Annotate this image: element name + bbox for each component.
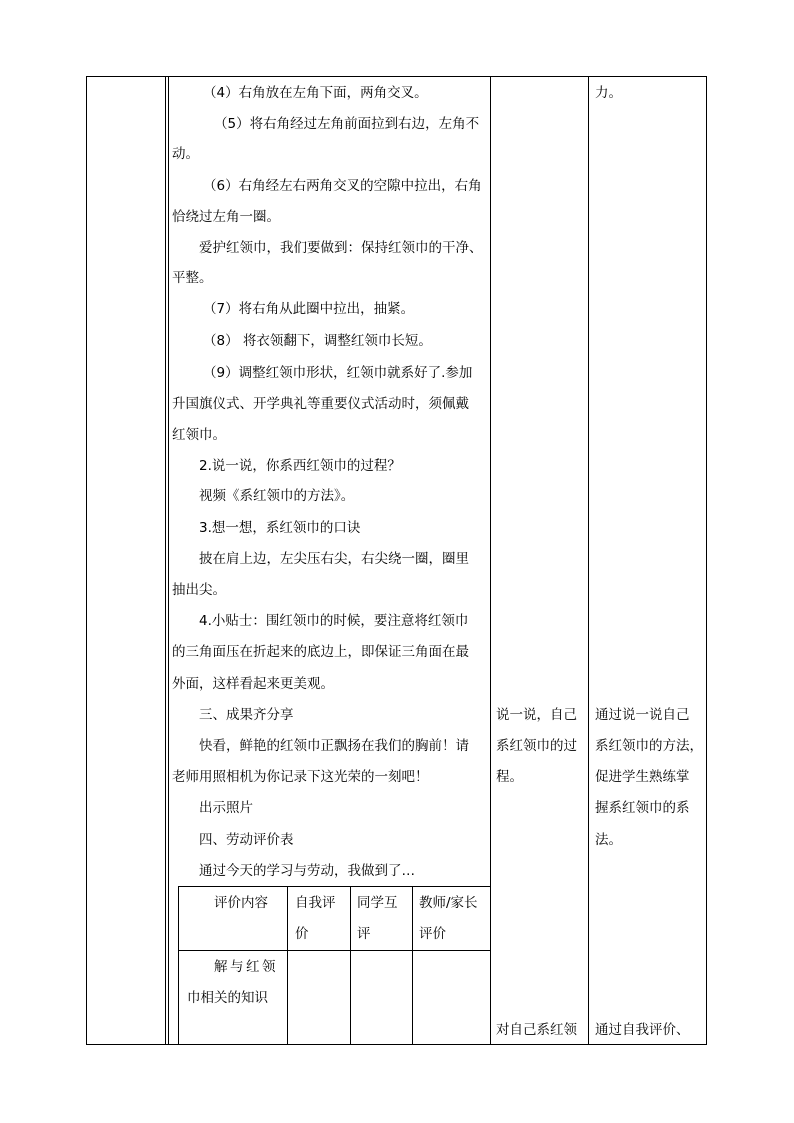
process-line: 4.小贴士：围红领巾的时候，要注意将红领巾 <box>199 613 469 629</box>
student-activity-line: 程。 <box>496 769 523 785</box>
process-line: （4）右角放在左角下面，两角交叉。 <box>203 85 428 101</box>
student-activity-line: 系红领巾的过 <box>496 738 577 754</box>
eval-row-content: 解与红领 <box>214 959 278 975</box>
eval-header-self: 自我评 <box>295 895 336 911</box>
column-divider <box>490 77 491 1044</box>
eval-header-teacher: 教师/家长 <box>419 895 478 911</box>
eval-header-peer: 同学互 <box>357 895 398 911</box>
process-line: （8） 将衣领翻下，调整红领巾长短。 <box>203 333 432 349</box>
eval-header-content: 评价内容 <box>214 895 268 911</box>
column-divider <box>168 77 169 1044</box>
process-line: 快看，鲜艳的红领巾正飘扬在我们的胸前！请 <box>199 738 469 754</box>
process-line: 老师用照相机为你记录下这光荣的一刻吧！ <box>172 769 429 785</box>
eval-header-self: 价 <box>295 926 309 942</box>
table-divider <box>412 887 413 1045</box>
process-line: 爱护红领巾，我们要做到：保持红领巾的干净、 <box>199 240 483 256</box>
table-divider <box>179 950 490 951</box>
column-divider <box>588 77 589 1044</box>
process-line: 3.想一想，系红领巾的口诀 <box>199 520 361 536</box>
process-line: 动。 <box>172 146 199 162</box>
column-divider <box>165 77 166 1044</box>
process-line: 抽出尖。 <box>172 582 226 598</box>
process-line: 恰绕过左角一圈。 <box>172 209 280 225</box>
process-line: 通过今天的学习与劳动，我做到了… <box>199 863 415 879</box>
process-line: （6）右角经左右两角交叉的空隙中拉出，右角 <box>203 178 482 194</box>
section-heading: 四、劳动评价表 <box>199 832 294 848</box>
design-intent-line: 通过说一说自己 <box>595 707 690 723</box>
process-line: 2.说一说，你系西红领巾的过程？ <box>199 458 401 474</box>
process-line: 升国旗仪式、开学典礼等重要仪式活动时，须佩戴 <box>172 396 469 412</box>
design-intent-line: 促进学生熟练掌 <box>595 769 690 785</box>
eval-row-content: 巾相关的知识 <box>187 990 268 1006</box>
process-line: （5）将右角经过左角前面拉到右边，左角不 <box>214 116 480 132</box>
process-line: 平整。 <box>172 270 213 286</box>
design-intent-line: 系红领巾的方法， <box>595 738 703 754</box>
design-intent-line: 握系红领巾的系 <box>595 800 690 816</box>
eval-header-teacher: 评价 <box>419 926 446 942</box>
process-line: （9）调整红领巾形状，红领巾就系好了.参加 <box>203 365 473 381</box>
student-activity-line: 说一说，自己 <box>496 707 577 723</box>
process-line: （7）将右角从此圈中拉出，抽紧。 <box>203 301 415 317</box>
section-heading: 三、成果齐分享 <box>199 707 294 723</box>
design-intent-line: 通过自我评价、 <box>595 1022 690 1038</box>
process-line: 红领巾。 <box>172 427 226 443</box>
process-line: 的三角面压在折起来的底边上，即保证三角面在最 <box>172 644 469 660</box>
design-intent-line: 力。 <box>595 85 622 101</box>
table-divider <box>287 887 288 1045</box>
table-divider <box>350 887 351 1045</box>
process-line: 外面，这样看起来更美观。 <box>172 676 334 692</box>
design-intent-line: 法。 <box>595 832 622 848</box>
process-line: 视频《系红领巾的方法》。 <box>199 488 355 504</box>
eval-header-peer: 评 <box>357 926 371 942</box>
process-line: 披在肩上边，左尖压右尖，右尖绕一圈，圈里 <box>199 551 469 567</box>
process-line: 出示照片 <box>199 800 253 816</box>
student-activity-line: 对自己系红领 <box>496 1022 577 1038</box>
